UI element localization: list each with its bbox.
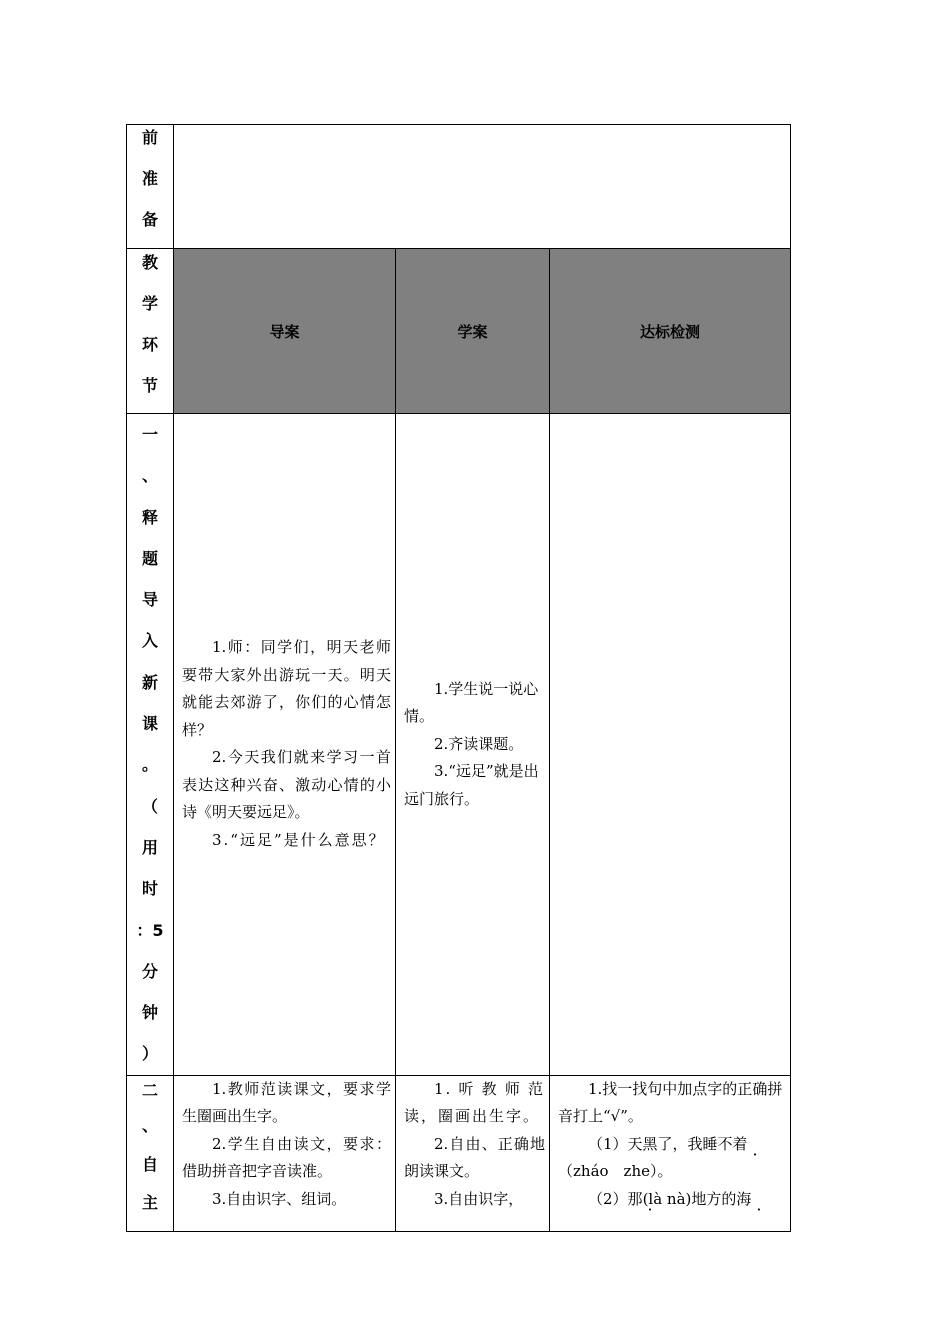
section2-study-item: 3.自由识字，	[434, 1189, 524, 1208]
section2-guide-item: 2.学生自由读文，要求：借助拼音把字音读准。	[182, 1134, 391, 1181]
dotted-char: 着	[732, 1134, 748, 1153]
section2-row	[127, 1075, 791, 1231]
prep-row	[127, 125, 791, 249]
dotted-char: 那	[627, 1189, 643, 1208]
section2-guide	[174, 1075, 396, 1231]
section2-guide-item: 3.自由识字、组词。	[212, 1189, 347, 1208]
section1-study	[396, 414, 550, 1076]
test-item-1: （1）天黑了，我睡不着	[588, 1134, 748, 1153]
section1-study-item: 2.齐读课题。	[434, 734, 524, 753]
header-test: 达标检测	[550, 249, 791, 414]
section1-study-item: 3.“远足”就是出远门旅行。	[404, 762, 539, 808]
section1-guide-item: 2.今天我们就来学习一首表达这种兴奋、激动心情的小诗《明天要远足》。	[182, 748, 391, 822]
header-guide: 导案	[174, 249, 396, 414]
section1-guide	[174, 414, 396, 1076]
lesson-plan-table	[126, 124, 791, 1232]
header-row	[127, 249, 791, 414]
section2-study-item: 2.自由、正确地朗读课文。	[404, 1134, 545, 1181]
test-item-2: （2）那(là nà)地方的海	[588, 1189, 752, 1208]
prep-side-label: 前 准 备	[127, 125, 174, 249]
test-instruction: 1.找一找句中加点字的正确拼音打上“√”。	[558, 1079, 783, 1126]
section1-guide-item: 3.“远足”是什么意思？	[212, 830, 386, 849]
section1-row	[127, 414, 791, 1076]
section2-study	[396, 1075, 550, 1231]
section2-test	[550, 1075, 791, 1231]
test-item-1-pinyin: （zháo zhe）。	[558, 1162, 673, 1181]
section1-guide-item: 1.师：同学们，明天老师要带大家外出游玩一天。明天就能去郊游了，你们的心情怎样？	[182, 638, 391, 739]
section1-side-label: 一 、 释 题 导 入 新 课 。 （ 用 时 ：5 分 钟 ）	[127, 414, 174, 1076]
section2-study-item: 1.听教师范读，圈画出生字。	[404, 1079, 545, 1126]
header-side-label: 教 学 环 节	[127, 249, 174, 414]
section1-test	[550, 414, 791, 1076]
section2-guide-item: 1.教师范读课文，要求学生圈画出生字。	[182, 1079, 391, 1126]
section1-study-item: 1.学生说一说心情。	[404, 679, 539, 726]
section2-side-label: 二 、 自 主	[127, 1075, 174, 1231]
dotted-char: 海	[736, 1189, 752, 1208]
prep-content	[174, 125, 791, 249]
header-study: 学案	[396, 249, 550, 414]
